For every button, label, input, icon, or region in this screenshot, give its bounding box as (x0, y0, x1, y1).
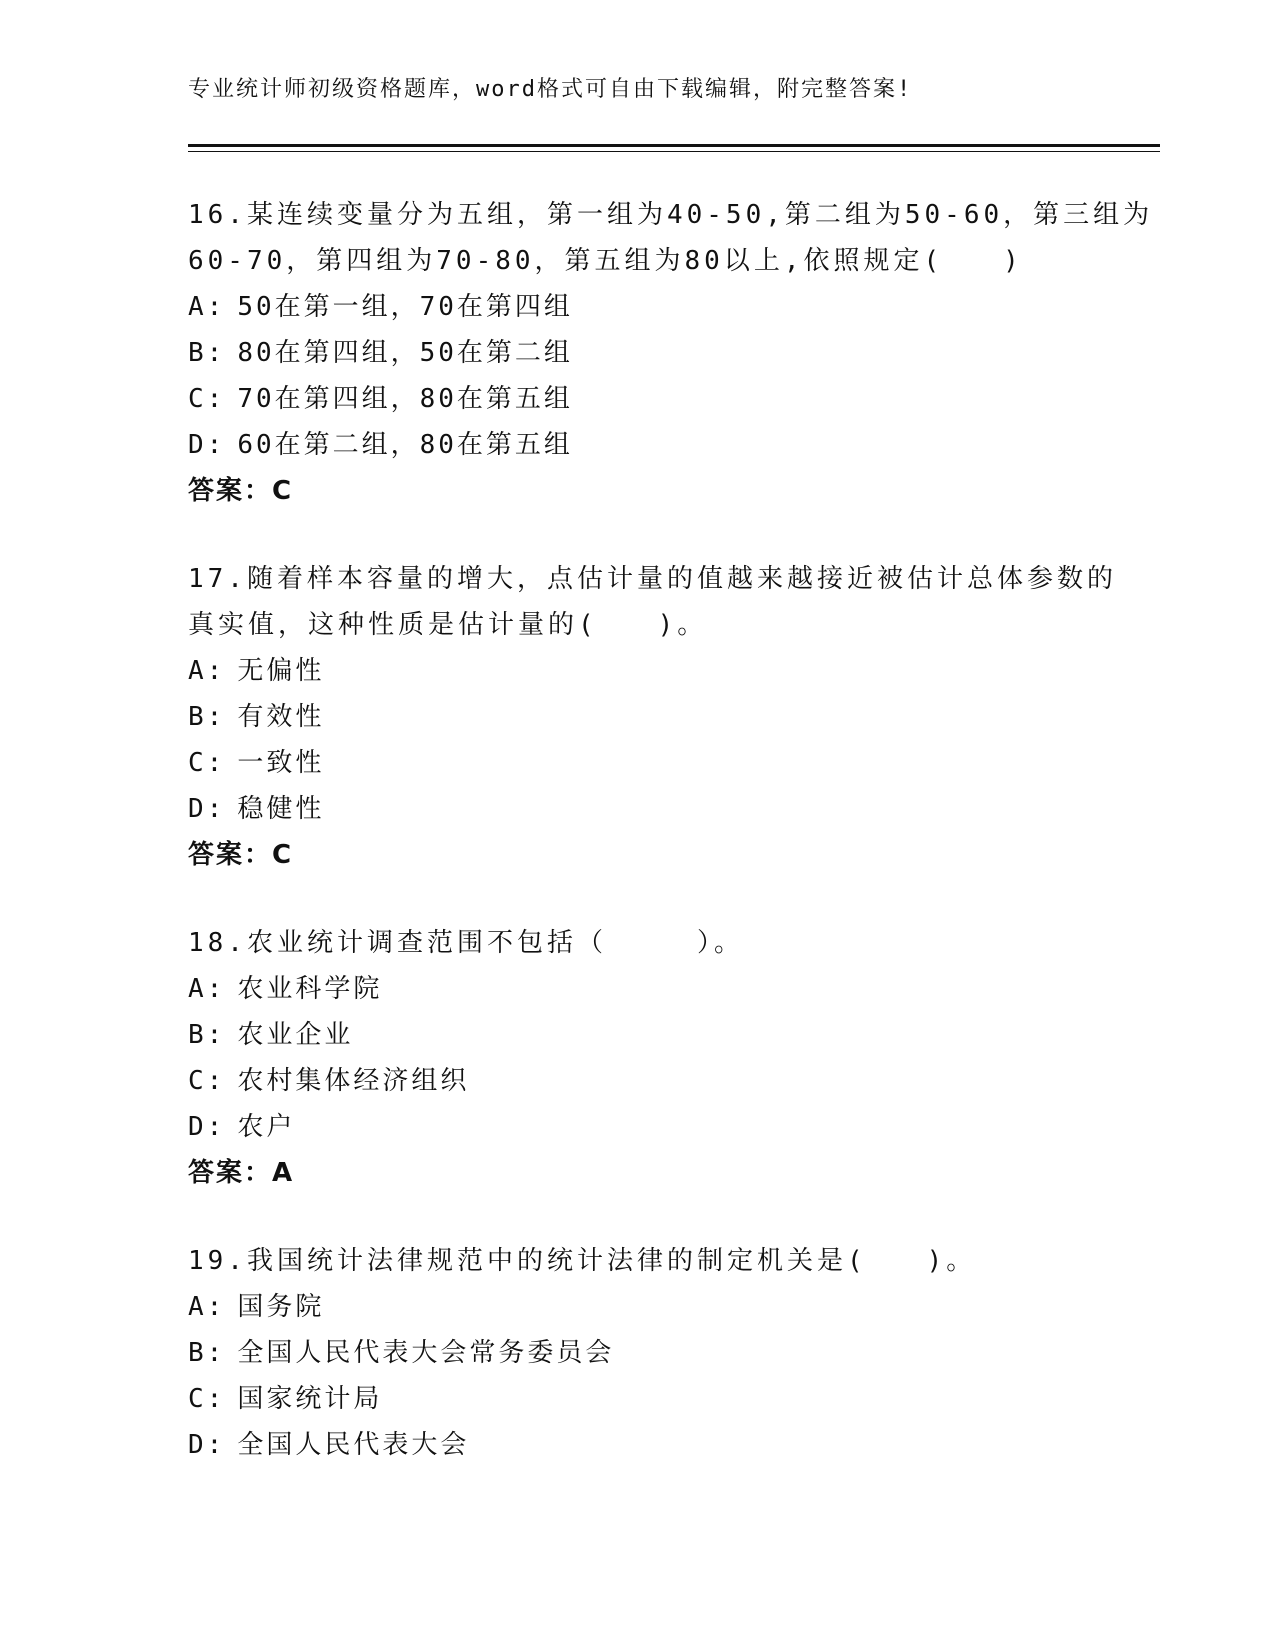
option-a (188, 284, 1088, 330)
option-text: 50在第一组，70在第四组 (237, 292, 573, 322)
option-text: 60在第二组，80在第五组 (237, 430, 573, 460)
option-text: 无偏性 (237, 656, 325, 686)
question-18 (188, 920, 1088, 1196)
option-label: C: (188, 748, 226, 778)
option-c (188, 1058, 1088, 1104)
option-d (188, 1104, 1088, 1150)
answer-text: 答案：A (188, 1158, 295, 1188)
option-c (188, 1376, 1088, 1422)
question-17 (188, 556, 1117, 878)
question-stem-line: 16.某连续变量分为五组，第一组为40-50,第二组为50-60，第三组为 (188, 200, 1154, 230)
option-text: 国家统计局 (237, 1384, 383, 1414)
option-label: B: (188, 1020, 226, 1050)
option-label: D: (188, 794, 226, 824)
question-stem-line: 19.我国统计法律规范中的统计法律的制定机关是( )。 (188, 1246, 977, 1276)
question-stem-line: 60-70，第四组为70-80，第五组为80以上,依照规定( ) (188, 246, 1023, 276)
option-b (188, 1330, 1088, 1376)
option-d (188, 786, 1088, 832)
option-b (188, 330, 1088, 376)
option-label: B: (188, 338, 226, 368)
answer-text: 答案：C (188, 476, 294, 506)
header-rule-thick (188, 144, 1160, 147)
option-label: B: (188, 1338, 226, 1368)
option-text: 农村集体经济组织 (237, 1066, 470, 1096)
question-19 (188, 1238, 1088, 1468)
option-text: 农户 (237, 1112, 296, 1142)
option-c (188, 376, 1088, 422)
option-label: C: (188, 1384, 226, 1414)
header-rule-thin (188, 151, 1160, 152)
option-d (188, 1422, 1088, 1468)
option-label: C: (188, 384, 226, 414)
question-stem-line: 17.随着样本容量的增大，点估计量的值越来越接近被估计总体参数的 (188, 564, 1117, 594)
option-text: 农业科学院 (237, 974, 383, 1004)
option-b (188, 694, 1088, 740)
option-text: 80在第四组，50在第二组 (237, 338, 573, 368)
answer-text: 答案：C (188, 840, 294, 870)
option-text: 全国人民代表大会常务委员会 (237, 1338, 615, 1368)
option-text: 全国人民代表大会 (237, 1430, 470, 1460)
option-text: 70在第四组，80在第五组 (237, 384, 573, 414)
option-label: A: (188, 1292, 226, 1322)
option-label: C: (188, 1066, 226, 1096)
option-label: D: (188, 1112, 226, 1142)
option-label: B: (188, 702, 226, 732)
option-b (188, 1012, 1088, 1058)
question-16 (188, 192, 1154, 514)
option-text: 有效性 (237, 702, 325, 732)
option-text: 一致性 (237, 748, 325, 778)
option-text: 农业企业 (237, 1020, 354, 1050)
question-stem-line: 18.农业统计调查范围不包括（ ）。 (188, 928, 744, 958)
page-header: 专业统计师初级资格题库，word格式可自由下载编辑，附完整答案! (188, 77, 913, 102)
option-label: D: (188, 1430, 226, 1460)
option-text: 国务院 (237, 1292, 325, 1322)
option-a (188, 1284, 1088, 1330)
option-label: D: (188, 430, 226, 460)
option-c (188, 740, 1088, 786)
option-label: A: (188, 656, 226, 686)
option-label: A: (188, 974, 226, 1004)
question-stem-line: 真实值，这种性质是估计量的( )。 (188, 610, 708, 640)
option-a (188, 966, 1088, 1012)
option-label: A: (188, 292, 226, 322)
option-text: 稳健性 (237, 794, 325, 824)
option-d (188, 422, 1088, 468)
option-a (188, 648, 1088, 694)
